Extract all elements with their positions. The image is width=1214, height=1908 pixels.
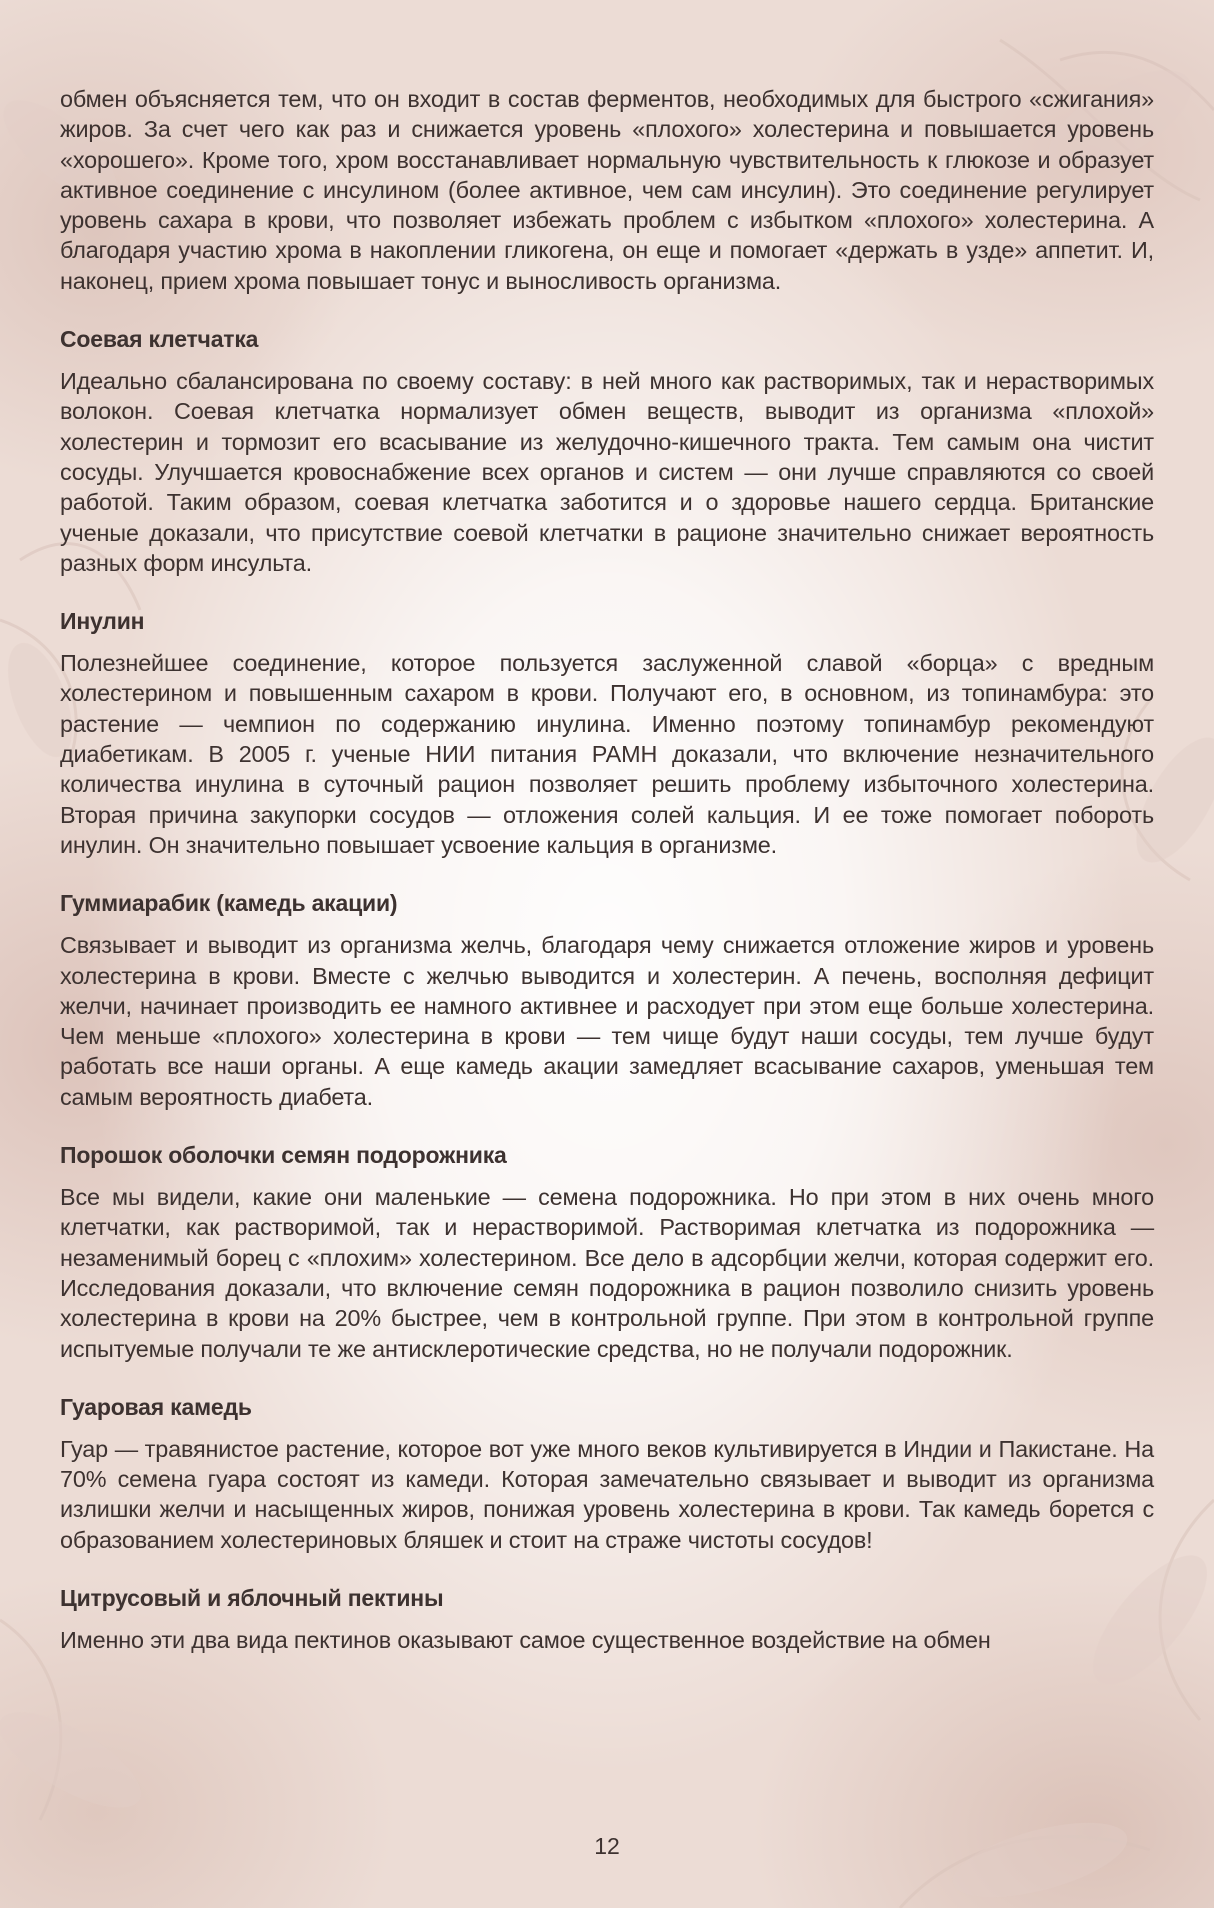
- section-heading: Порошок оболочки семян подорожника: [60, 1142, 507, 1169]
- page-content: [60, 84, 1154, 1655]
- section-heading: Гуммиарабик (камедь акации): [60, 890, 398, 917]
- section-heading: Цитрусовый и яблочный пектины: [60, 1584, 444, 1611]
- page-number: 12: [594, 1833, 620, 1859]
- section-paragraph: Связывает и выводит из организма желчь, благодаря чему снижается отложение жиров и уровень холестерина в крови. Вместе с желчью выводится и холестерин. А печень, восполняя дефицит желчи, начинает производить ее намного активнее и расходует при этом еще больше холестерина. Чем меньше «плохого» холестерина в крови — тем чище будут наши сосуды, тем лучше будут работать все наши органы. А еще камедь акации замедляет всасывание сахаров, уменьшая тем самым вероятность диабета.: [60, 932, 1154, 1110]
- section-paragraph: Полезнейшее соединение, которое пользуется заслуженной славой «борца» с вредным холестерином и повышенным сахаром в крови. Получают его, в основном, из топинамбура: это растение — чемпион по содержанию инулина. Именно поэтому топинамбур рекомендуют диабетикам. В 2005 г. ученые НИИ питания РАМН доказали, что включение незначительного количества инулина в суточный рацион позволяет решить проблему избыточного холестерина. Вторая причина закупорки сосудов — отложения солей кальция. И ее тоже помогает побороть инулин. Он значительно повышает усвоение кальция в организме.: [60, 650, 1154, 858]
- section-paragraph: Идеально сбалансирована по своему составу: в ней много как растворимых, так и нерастворимых волокон. Соевая клетчатка нормализует обмен веществ, выводит из организма «плохой» холестерин и тормозит его всасывание из желудочно-кишечного тракта. Тем самым она чистит сосуды. Улучшается кровоснабжение всех органов и систем — они лучше справляются со своей работой. Таким образом, соевая клетчатка заботится и о здоровье нашего сердца. Британские ученые доказали, что присутствие соевой клетчатки в рационе значительно снижает вероятность разных форм инсульта.: [60, 368, 1154, 576]
- intro-paragraph: обмен объясняется тем, что он входит в состав ферментов, необходимых для быстрого «сжигания» жиров. За счет чего как раз и снижается уровень «плохого» холестерина и повышается уровень «хорошего». Кроме того, хром восстанавливает нормальную чувствительность к глюкозе и образует активное соединение с инсулином (более активное, чем сам инсулин). Это соединение регулирует уровень сахара в крови, что позволяет избежать проблем с избытком «плохого» холестерина. А благодаря участию хрома в накоплении гликогена, он еще и помогает «держать в узде» аппетит. И, наконец, прием хрома повышает тонус и выносливость организма.: [60, 86, 1154, 294]
- section-heading: Инулин: [60, 608, 145, 635]
- section-paragraph: Гуар — травянистое растение, которое вот уже много веков культивируется в Индии и Пакистане. На 70% семена гуара состоят из камеди. Которая замечательно связывает и выводит из организма излишки желчи и насыщенных жиров, понижая уровень холестерина в крови. Так камедь борется с образованием холестериновых бляшек и стоит на страже чистоты сосудов!: [60, 1435, 1154, 1553]
- section-heading: Гуаровая камедь: [60, 1393, 252, 1420]
- section-paragraph: Все мы видели, какие они маленькие — семена подорожника. Но при этом в них очень много клетчатки, как растворимой, так и нерастворимой. Растворимая клетчатка из подорожника — незаменимый борец с «плохим» холестерином. Все дело в адсорбции желчи, которая содержит его. Исследования доказали, что включение семян подорожника в рацион позволило снизить уровень холестерина в крови на 20% быстрее, чем в контрольной группе. При этом в контрольной группе испытуемые получали те же антисклеротические средства, но не получали подорожник.: [60, 1184, 1154, 1362]
- section-paragraph: Именно эти два вида пектинов оказывают самое существенное воздействие на обмен: [60, 1626, 991, 1653]
- section-heading: Соевая клетчатка: [60, 326, 259, 353]
